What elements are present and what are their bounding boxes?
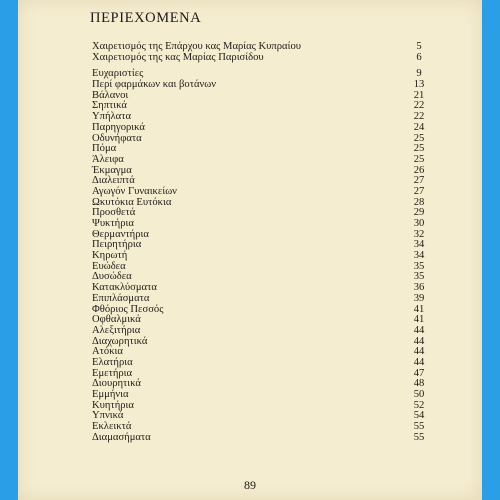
toc-entry-title: Ευχαριστίες [92, 68, 144, 80]
toc-entry-page: 25 [413, 132, 425, 144]
toc-entry [92, 134, 430, 145]
toc-entry-title: Σηπτικά [92, 100, 127, 112]
toc-entry-title: Κηρωτή [92, 250, 128, 262]
toc-entry-page: 27 [413, 175, 425, 187]
toc-entry [92, 390, 430, 401]
toc-entry-page: 24 [413, 121, 425, 133]
toc-entry-title: Επιπλάσματα [92, 292, 150, 304]
toc-entry-title: Εμμήνια [92, 389, 129, 400]
toc-entry [92, 358, 430, 369]
toc-entry [92, 155, 430, 166]
toc-entry-page: 55 [413, 431, 425, 443]
toc-entry-page: 30 [413, 218, 425, 229]
toc-entry-page: 47 [413, 367, 425, 379]
toc-entry-page: 44 [413, 346, 425, 358]
toc-entry-title: Ωκυτόκια Ευτόκια [92, 196, 172, 208]
toc-entry [92, 315, 430, 326]
toc-entry [92, 101, 430, 112]
toc-entry-title: Αγωγόν Γυναικείων [92, 185, 177, 197]
toc-entry-page: 54 [413, 410, 425, 422]
toc-entry [92, 305, 430, 316]
toc-entry [92, 262, 430, 273]
toc-entry-page: 41 [413, 303, 425, 315]
toc-entry [92, 433, 430, 444]
toc-entry-page: 9 [416, 68, 422, 80]
toc-entry-page: 28 [413, 196, 425, 208]
toc-entry [92, 347, 430, 358]
toc-entry-title: Εμετήρια [92, 367, 133, 379]
toc-entry-page: 21 [413, 89, 425, 101]
toc-entry-title: Βάλανοι [92, 89, 129, 101]
toc-entry [92, 208, 430, 219]
toc-entry-title: Κυητήρια [92, 399, 134, 411]
toc-entry [92, 411, 430, 422]
toc-entry-title: Διαχωρητικά [92, 335, 148, 347]
toc-entry-title: Άλειφα [92, 153, 124, 165]
toc-entry [92, 166, 430, 177]
toc-entry [92, 53, 430, 64]
toc-entry-page: 35 [413, 271, 425, 283]
toc-entry-title: Ψυκτήρια [92, 218, 134, 229]
toc-entry [92, 144, 430, 155]
toc-entry-title: Θερμαντήρια [92, 228, 149, 240]
toc-entry-title: Εκλεικτά [92, 421, 132, 433]
toc-entry-page: 34 [413, 239, 425, 251]
toc-entry-page: 26 [413, 164, 425, 176]
toc-entry-page: 32 [413, 228, 425, 240]
toc-entry-title: Περί φαρμάκων και βοτάνων [92, 79, 217, 91]
toc-entry-page: 36 [413, 282, 425, 294]
toc-entry [92, 337, 430, 348]
toc-entry-page: 35 [413, 260, 425, 272]
toc-entry-page: 29 [413, 207, 425, 219]
toc-entry-title: Παρηγορικά [92, 121, 145, 133]
toc-entry-title: Υπνικά [92, 410, 124, 422]
toc-entry [92, 369, 430, 380]
page-title: ΠΕΡΙΕΧΟΜΕΝΑ [90, 10, 202, 26]
toc-entry-title: Ελατήρια [92, 356, 133, 368]
toc-entry-title: Διουρητικά [92, 378, 141, 390]
toc-entry-page: 50 [413, 389, 425, 400]
toc-entry [92, 401, 430, 412]
toc-entry-title: Πόμα [92, 143, 117, 155]
toc-entry [92, 294, 430, 305]
book-page [18, 0, 482, 500]
toc-entry-title: Διαλειπτά [92, 175, 135, 187]
toc-entry-page: 44 [413, 356, 425, 368]
toc-entry-page: 48 [413, 378, 425, 390]
toc-entry-title: Χαιρετισμός της Επάρχου κας Μαρίας Κυπραίου [92, 41, 301, 52]
toc-entry-page: 25 [413, 143, 425, 155]
toc-entry-page: 52 [413, 399, 425, 411]
toc-entry-title: Διαμασήματα [92, 431, 151, 443]
toc-entry-title: Έκμαγμα [92, 164, 132, 176]
toc-entry [92, 230, 430, 241]
toc-entry [92, 379, 430, 390]
toc-entry [92, 240, 430, 251]
toc-entry [92, 326, 430, 337]
toc-entry-title: Δυσώδεα [92, 271, 132, 283]
toc-entry [92, 91, 430, 102]
toc-entry-page: 25 [413, 153, 425, 165]
toc-entry [92, 123, 430, 134]
toc-entry-title: Φθόριος Πεσσός [92, 303, 164, 315]
toc-entry-page: 6 [416, 51, 422, 63]
toc-entry-page: 41 [413, 314, 425, 326]
toc-entry [92, 80, 430, 91]
toc-entry-title: Αλεξιτήρια [92, 324, 141, 336]
toc-entry-page: 27 [413, 185, 425, 197]
toc-entry-title: Ευώδεα [92, 260, 126, 272]
toc-entry-page: 39 [413, 292, 425, 304]
toc-entry-title: Οφθαλμικά [92, 314, 141, 326]
toc-entry-page: 5 [416, 41, 422, 52]
toc-entry-page: 13 [413, 79, 425, 91]
toc-entry-page: 44 [413, 335, 425, 347]
toc-entry-page: 55 [413, 421, 425, 433]
toc-entry-page: 44 [413, 324, 425, 336]
toc-entry-title: Χαιρετισμός της κας Μαρίας Παρισίδου [92, 51, 264, 63]
toc-entry-page: 22 [413, 100, 425, 112]
toc-entry-page: 34 [413, 250, 425, 262]
toc-entry-title: Υπήλατα [92, 111, 132, 123]
table-of-contents [92, 42, 430, 443]
toc-entry-page: 22 [413, 111, 425, 123]
toc-entry-title: Ατόκια [92, 346, 123, 358]
toc-entry [92, 251, 430, 262]
toc-entry-title: Οδυνήφατα [92, 132, 142, 144]
toc-entry-title: Προσθετά [92, 207, 136, 219]
page-number: 89 [244, 478, 256, 492]
toc-entry [92, 198, 430, 209]
toc-entry-title: Κατακλύσματα [92, 282, 157, 294]
toc-entry-title: Πειρητήρια [92, 239, 142, 251]
